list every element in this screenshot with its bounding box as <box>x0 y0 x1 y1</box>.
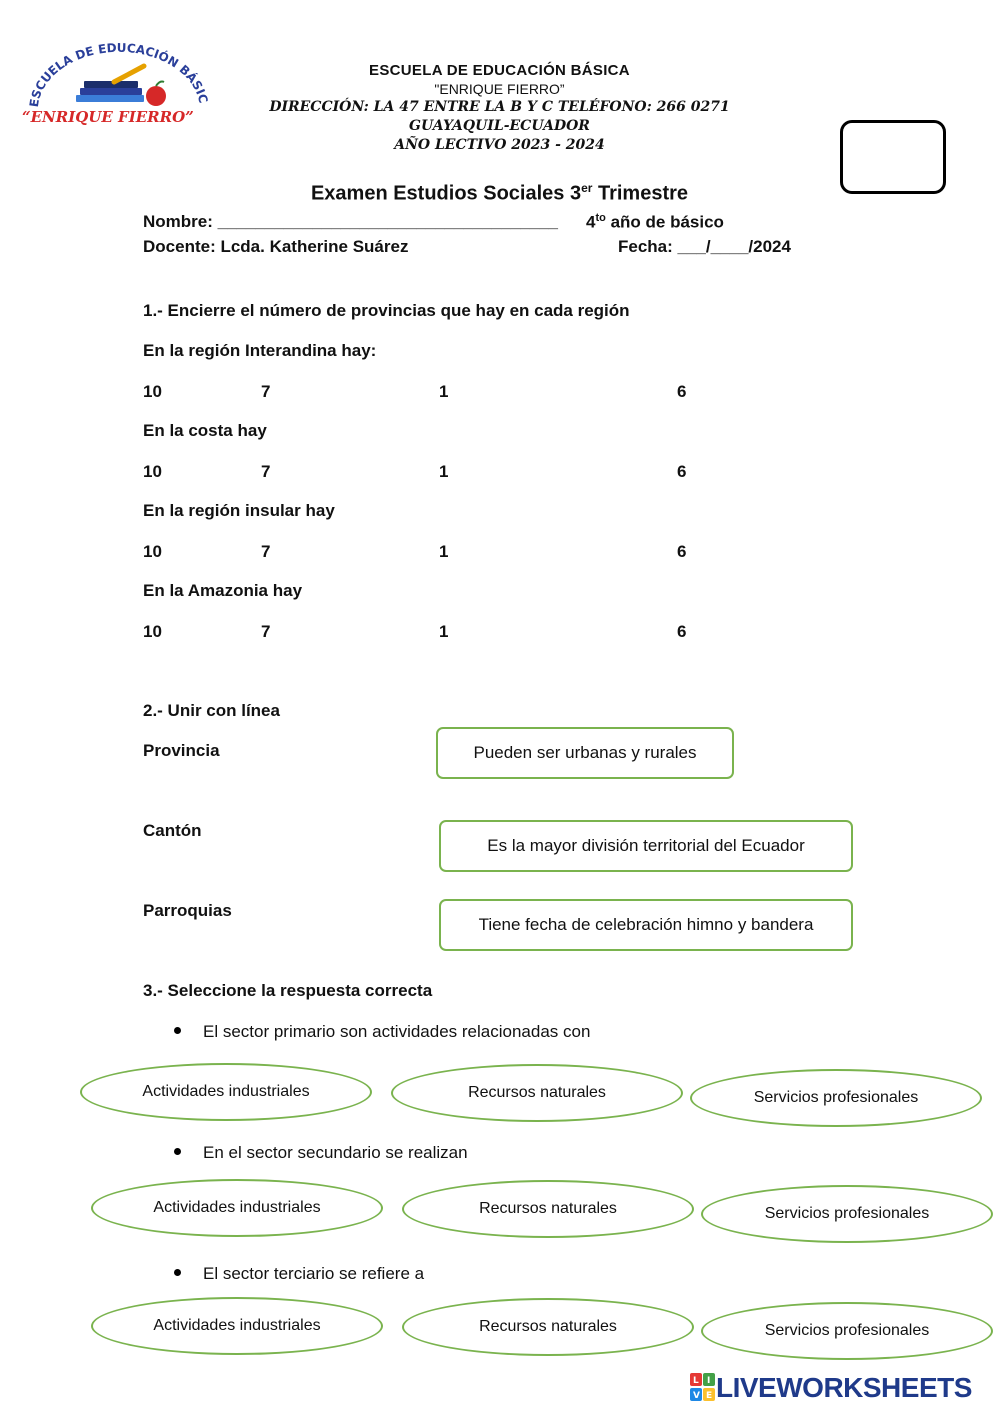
q3-option[interactable]: Actividades industriales <box>80 1063 372 1121</box>
question-3-title: 3.- Seleccione la respuesta correcta <box>143 981 433 1000</box>
q1-option[interactable]: 10 <box>143 622 162 641</box>
name-field: Nombre: ____________________________________ <box>143 212 558 231</box>
q2-term[interactable]: Parroquias <box>143 901 232 920</box>
q1-option[interactable]: 7 <box>261 382 271 401</box>
q3-statement: El sector terciario se refiere a <box>174 1264 424 1284</box>
q3-option[interactable]: Servicios profesionales <box>690 1069 982 1127</box>
teacher-label: Docente: Lcda. Katherine Suárez <box>143 237 409 256</box>
q2-definition[interactable]: Tiene fecha de celebración himno y bandera <box>439 899 853 951</box>
question-2-title: 2.- Unir con línea <box>143 701 280 720</box>
q3-option[interactable]: Actividades industriales <box>91 1179 383 1237</box>
q1-group-label: En la región insular hay <box>143 501 335 520</box>
liveworksheets-logo-icon <box>690 1373 716 1403</box>
q3-option[interactable]: Recursos naturales <box>402 1180 694 1238</box>
q3-option[interactable]: Servicios profesionales <box>701 1302 993 1360</box>
question-1-title: 1.- Encierre el número de provincias que hay en cada región <box>143 301 630 320</box>
q1-option[interactable]: 1 <box>439 542 449 561</box>
q1-option[interactable]: 10 <box>143 462 162 481</box>
q1-group-label: En la costa hay <box>143 421 267 440</box>
liveworksheets-watermark <box>690 1372 972 1404</box>
badge-letter: E <box>706 1391 713 1401</box>
q3-option[interactable]: Recursos naturales <box>391 1064 683 1122</box>
q1-option[interactable]: 1 <box>439 462 449 481</box>
date-field: Fecha: ___/____/2024 <box>618 237 791 256</box>
school-subtitle: "ENRIQUE FIERRO” <box>434 81 565 97</box>
q1-option[interactable]: 6 <box>677 462 687 481</box>
badge-letter: L <box>693 1376 699 1386</box>
badge-letter: V <box>693 1391 700 1401</box>
logo-ring-text: ESCUELA DE EDUCACIÓN BÁSIC <box>26 42 210 109</box>
q1-option[interactable]: 6 <box>677 622 687 641</box>
q3-statement: El sector primario son actividades relacionadas con <box>174 1022 590 1042</box>
q3-option[interactable]: Actividades industriales <box>91 1297 383 1355</box>
school-year: AÑO LECTIVO 2023 - 2024 <box>394 137 605 153</box>
q1-option[interactable]: 6 <box>677 542 687 561</box>
bullet-icon <box>174 1148 181 1155</box>
q3-option[interactable]: Recursos naturales <box>402 1298 694 1356</box>
q1-option[interactable]: 1 <box>439 622 449 641</box>
q2-definition[interactable]: Pueden ser urbanas y rurales <box>436 727 734 779</box>
q2-term[interactable]: Provincia <box>143 741 220 760</box>
school-name: ESCUELA DE EDUCACIÓN BÁSICA <box>369 62 630 79</box>
logo-banner: “ENRIQUE FIERRO” <box>22 108 194 126</box>
q1-option[interactable]: 7 <box>261 542 271 561</box>
q1-group-label: En la región Interandina hay: <box>143 341 377 360</box>
bullet-icon <box>174 1027 181 1034</box>
q1-option[interactable]: 7 <box>261 462 271 481</box>
q3-statement: En el sector secundario se realizan <box>174 1143 468 1163</box>
q2-term[interactable]: Cantón <box>143 821 202 840</box>
liveworksheets-text: LIVEWORKSHEETS <box>716 1372 972 1403</box>
q1-option[interactable]: 6 <box>677 382 687 401</box>
bullet-icon <box>174 1269 181 1276</box>
q1-group-label: En la Amazonia hay <box>143 581 303 600</box>
exam-title: Examen Estudios Sociales 3er Trimestre <box>310 181 689 205</box>
q3-option[interactable]: Servicios profesionales <box>701 1185 993 1243</box>
q1-option[interactable]: 1 <box>439 382 449 401</box>
grade-label: $4^{to}$ año de básico <box>586 212 724 232</box>
q2-definition[interactable]: Es la mayor división territorial del Ecuador <box>439 820 853 872</box>
q1-option[interactable]: 10 <box>143 382 162 401</box>
badge-letter: I <box>707 1376 711 1386</box>
school-city: GUAYAQUIL-ECUADOR <box>409 118 590 134</box>
q1-option[interactable]: 10 <box>143 542 162 561</box>
q1-option[interactable]: 7 <box>261 622 271 641</box>
school-address: DIRECCIÓN: LA 47 ENTRE LA B Y C TELÉFONO: 266 0271 <box>269 99 730 115</box>
